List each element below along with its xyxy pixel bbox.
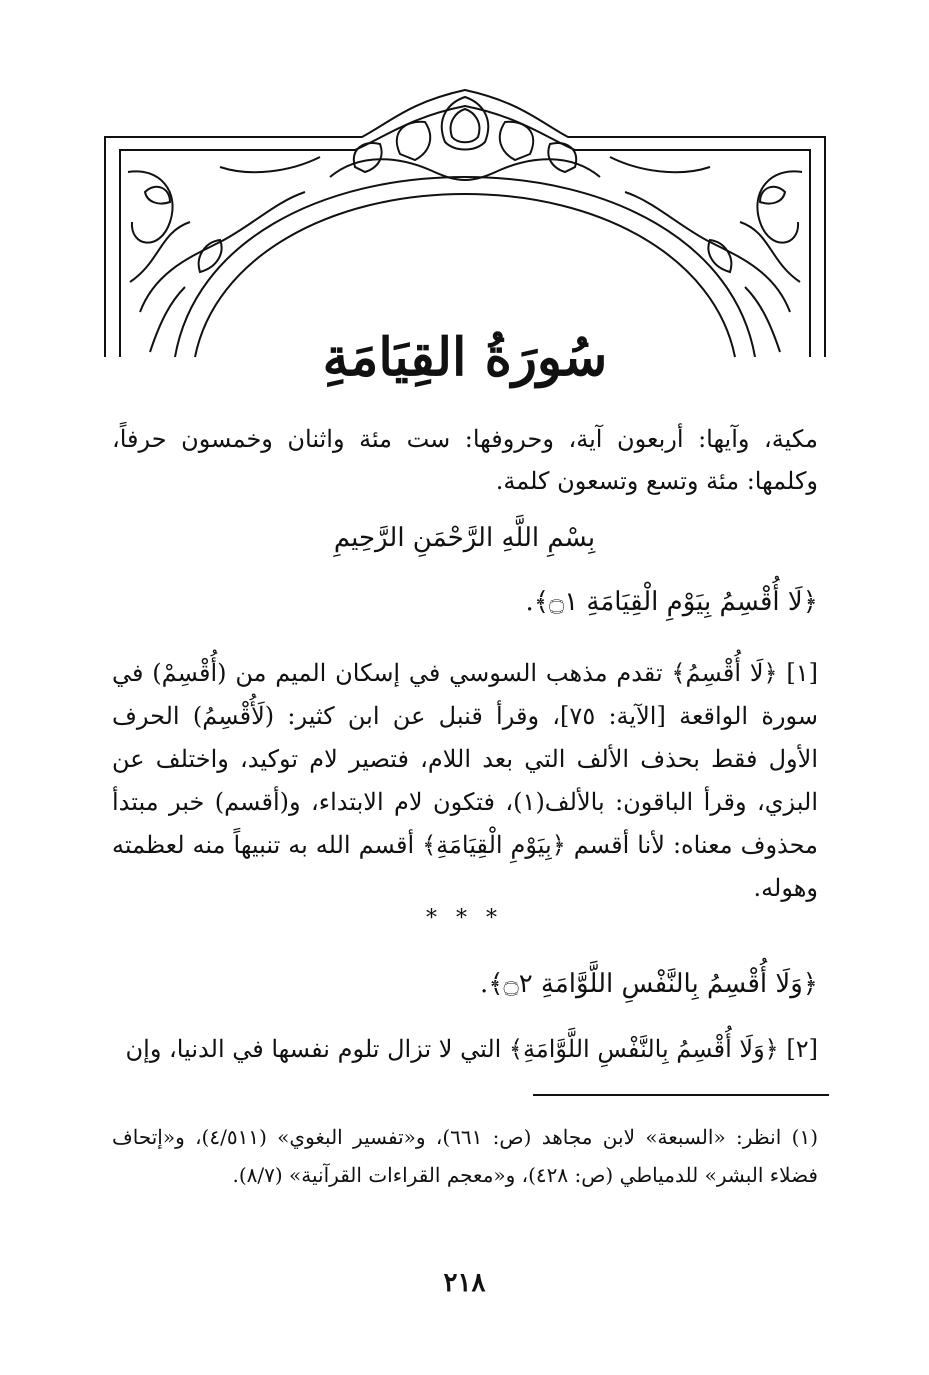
surah-header-ornament <box>100 82 830 388</box>
verse-1: ﴿لَا أُقْسِمُ بِيَوْمِ الْقِيَامَةِ ۝١﴾. <box>525 587 818 617</box>
footnote-1: (١) انظر: «السبعة» لابن مجاهد (ص: ٦٦١)، و«تفسير البغوي» (٤/٥١١)، و«إتحاف فضلاء البشر» للدمياطي (ص: ٤٢٨)، و«معجم القراءات القرآنية» (٨/٧). <box>112 1125 818 1187</box>
page-number: ٢١٨ <box>443 1268 486 1298</box>
surah-intro: مكية، وآيها: أربعون آية، وحروفها: ست مئة واثنان وخمسون حرفاً، وكلمها: مئة وتسع وتسعون كلمة. <box>112 425 818 495</box>
basmala: بِسْمِ اللَّهِ الرَّحْمَنِ الرَّحِيمِ <box>333 523 596 553</box>
tafsir-verse-2: [٢] ﴿وَلَا أُقْسِمُ بِالنَّفْسِ اللَّوَّامَةِ﴾ التي لا تزال تلوم نفسها في الدنيا، وإن <box>125 1035 818 1063</box>
tafsir-verse-1: [١] ﴿لَا أُقْسِمُ﴾ تقدم مذهب السوسي في إسكان الميم من (أُقْسِمْ) في سورة الواقعة [الآية: ٧٥]، وقرأ قنبل عن ابن كثير: (لَأُقْسِمُ) الحرف الأول فقط بحذف الألف التي بعد اللام، فتصير لام توكيد، واختلف عن البزي، وقرأ الباقون: بالألف(١)، فتكون لام الابتداء، و(أقسم) خبر مبتدأ محذوف معناه: لأنا أقسم ﴿بِيَوْمِ الْقِيَامَةِ﴾ أقسم الله به تنبيهاً منه لعظمته وهوله. <box>112 659 818 902</box>
footnote-divider <box>533 1094 829 1096</box>
section-separator: * * * <box>426 906 503 931</box>
surah-title: سُورَةُ القِيَامَةِ <box>322 327 608 388</box>
verse-2: ﴿وَلَا أُقْسِمُ بِالنَّفْسِ اللَّوَّامَةِ ۝٢﴾. <box>479 969 818 999</box>
